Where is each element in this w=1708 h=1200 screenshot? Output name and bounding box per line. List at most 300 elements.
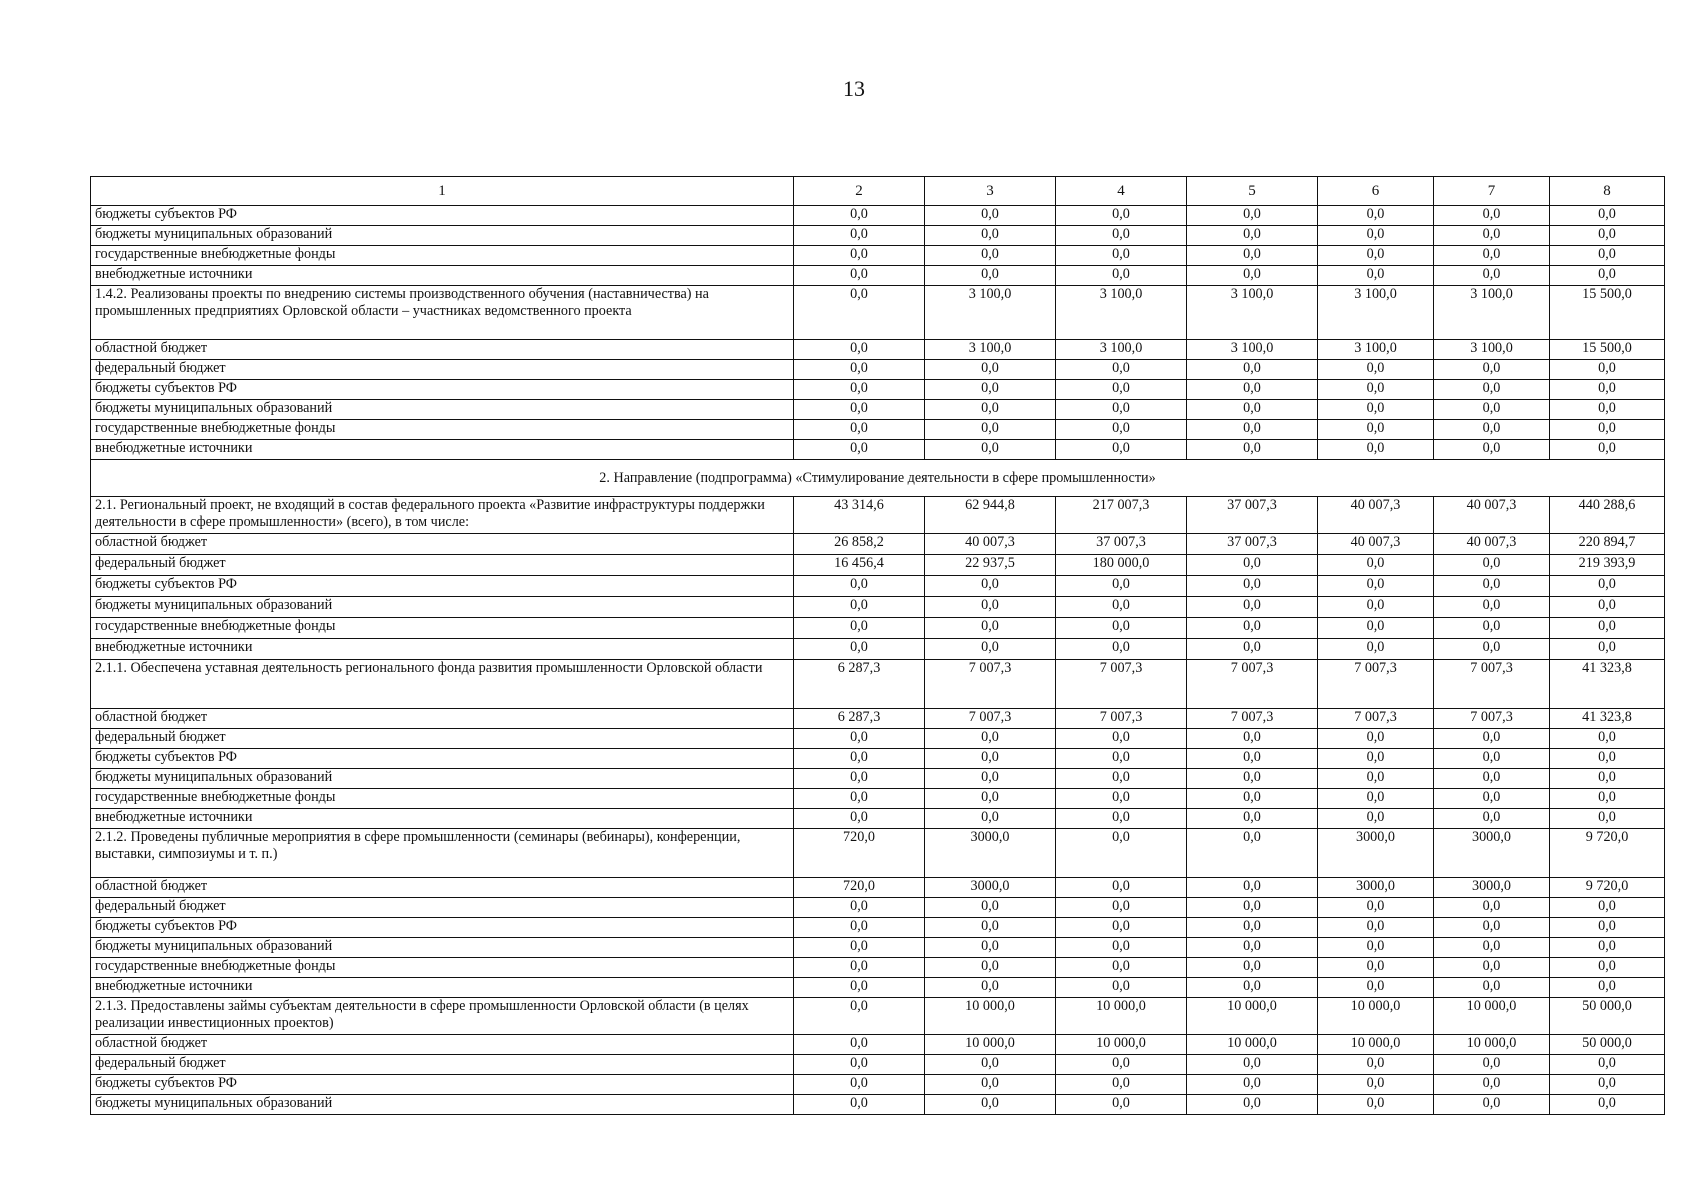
value-cell: 0,0	[794, 1055, 925, 1075]
value-cell: 0,0	[1318, 898, 1434, 918]
value-cell: 0,0	[1187, 958, 1318, 978]
value-cell: 0,0	[1318, 597, 1434, 618]
value-cell: 0,0	[1187, 749, 1318, 769]
value-cell: 10 000,0	[1187, 998, 1318, 1035]
value-cell: 0,0	[1187, 400, 1318, 420]
row-label: областной бюджет	[91, 878, 794, 898]
value-cell: 10 000,0	[1056, 1035, 1187, 1055]
row-label: внебюджетные источники	[91, 639, 794, 660]
row-label: областной бюджет	[91, 709, 794, 729]
value-cell: 7 007,3	[1056, 709, 1187, 729]
value-cell: 0,0	[1318, 440, 1434, 460]
value-cell: 0,0	[794, 789, 925, 809]
value-cell: 0,0	[1318, 749, 1434, 769]
value-cell: 41 323,8	[1550, 709, 1665, 729]
value-cell: 0,0	[1550, 420, 1665, 440]
value-cell: 3 100,0	[1318, 286, 1434, 340]
header-cell: 8	[1550, 177, 1665, 206]
value-cell: 0,0	[925, 639, 1056, 660]
value-cell: 0,0	[1056, 618, 1187, 639]
value-cell: 0,0	[925, 1095, 1056, 1115]
value-cell: 0,0	[1434, 729, 1550, 749]
value-cell: 37 007,3	[1187, 497, 1318, 534]
value-cell: 0,0	[1318, 380, 1434, 400]
value-cell: 0,0	[1056, 958, 1187, 978]
value-cell: 0,0	[1434, 420, 1550, 440]
row-label: бюджеты субъектов РФ	[91, 206, 794, 226]
value-cell: 3 100,0	[1056, 340, 1187, 360]
value-cell: 3 100,0	[925, 286, 1056, 340]
value-cell: 0,0	[1187, 226, 1318, 246]
table-row	[91, 749, 1665, 769]
value-cell: 0,0	[1187, 555, 1318, 576]
value-cell: 0,0	[1434, 618, 1550, 639]
value-cell: 0,0	[1434, 440, 1550, 460]
value-cell: 0,0	[1056, 1055, 1187, 1075]
row-label: бюджеты муниципальных образований	[91, 769, 794, 789]
row-label: внебюджетные источники	[91, 266, 794, 286]
value-cell: 10 000,0	[1187, 1035, 1318, 1055]
value-cell: 0,0	[925, 440, 1056, 460]
value-cell: 0,0	[1318, 360, 1434, 380]
value-cell: 0,0	[794, 1035, 925, 1055]
value-cell: 0,0	[1187, 266, 1318, 286]
value-cell: 0,0	[1056, 440, 1187, 460]
value-cell: 0,0	[1318, 206, 1434, 226]
value-cell: 41 323,8	[1550, 660, 1665, 709]
value-cell: 0,0	[1434, 749, 1550, 769]
value-cell: 0,0	[925, 809, 1056, 829]
value-cell: 0,0	[925, 938, 1056, 958]
table-row	[91, 998, 1665, 1035]
value-cell: 0,0	[1318, 789, 1434, 809]
row-label: бюджеты субъектов РФ	[91, 380, 794, 400]
value-cell: 40 007,3	[1434, 497, 1550, 534]
value-cell: 9 720,0	[1550, 829, 1665, 878]
value-cell: 0,0	[1187, 878, 1318, 898]
row-label: 2.1. Региональный проект, не входящий в состав федерального проекта «Развитие инфраструктуры поддержки деятельности в сфере промышленности» (всего), в том числе:	[91, 497, 794, 534]
header-row	[91, 177, 1665, 206]
table-row	[91, 789, 1665, 809]
section-title: 2. Направление (подпрограмма) «Стимулирование деятельности в сфере промышленности»	[91, 460, 1665, 497]
table-row	[91, 400, 1665, 420]
value-cell: 720,0	[794, 878, 925, 898]
value-cell: 0,0	[1056, 400, 1187, 420]
table-row	[91, 576, 1665, 597]
value-cell: 0,0	[925, 226, 1056, 246]
value-cell: 0,0	[1434, 938, 1550, 958]
value-cell: 7 007,3	[1187, 709, 1318, 729]
value-cell: 0,0	[1550, 597, 1665, 618]
value-cell: 0,0	[925, 420, 1056, 440]
value-cell: 10 000,0	[1434, 1035, 1550, 1055]
value-cell: 0,0	[1434, 918, 1550, 938]
value-cell: 15 500,0	[1550, 286, 1665, 340]
value-cell: 40 007,3	[1318, 497, 1434, 534]
value-cell: 0,0	[1187, 246, 1318, 266]
value-cell: 0,0	[1550, 1075, 1665, 1095]
table-row	[91, 497, 1665, 534]
table-row	[91, 829, 1665, 878]
value-cell: 0,0	[794, 958, 925, 978]
value-cell: 0,0	[1187, 769, 1318, 789]
value-cell: 0,0	[1056, 938, 1187, 958]
value-cell: 0,0	[1056, 206, 1187, 226]
value-cell: 40 007,3	[1318, 534, 1434, 555]
value-cell: 0,0	[1434, 266, 1550, 286]
table-row	[91, 660, 1665, 709]
row-label: государственные внебюджетные фонды	[91, 420, 794, 440]
value-cell: 0,0	[794, 729, 925, 749]
value-cell: 0,0	[1187, 918, 1318, 938]
value-cell: 50 000,0	[1550, 998, 1665, 1035]
value-cell: 0,0	[1550, 789, 1665, 809]
value-cell: 22 937,5	[925, 555, 1056, 576]
value-cell: 0,0	[1187, 829, 1318, 878]
value-cell: 0,0	[1318, 226, 1434, 246]
value-cell: 40 007,3	[925, 534, 1056, 555]
row-label: внебюджетные источники	[91, 440, 794, 460]
value-cell: 0,0	[925, 400, 1056, 420]
row-label: федеральный бюджет	[91, 555, 794, 576]
value-cell: 0,0	[925, 576, 1056, 597]
value-cell: 0,0	[794, 769, 925, 789]
value-cell: 0,0	[794, 360, 925, 380]
row-label: государственные внебюджетные фонды	[91, 958, 794, 978]
header-cell: 7	[1434, 177, 1550, 206]
value-cell: 0,0	[1550, 576, 1665, 597]
value-cell: 3000,0	[925, 829, 1056, 878]
row-label: федеральный бюджет	[91, 1055, 794, 1075]
value-cell: 0,0	[1187, 729, 1318, 749]
value-cell: 3000,0	[1434, 878, 1550, 898]
value-cell: 0,0	[794, 618, 925, 639]
table-row	[91, 380, 1665, 400]
value-cell: 3 100,0	[1187, 340, 1318, 360]
value-cell: 3000,0	[925, 878, 1056, 898]
value-cell: 37 007,3	[1187, 534, 1318, 555]
value-cell: 180 000,0	[1056, 555, 1187, 576]
value-cell: 7 007,3	[925, 660, 1056, 709]
value-cell: 0,0	[925, 618, 1056, 639]
value-cell: 0,0	[925, 749, 1056, 769]
value-cell: 0,0	[1434, 1055, 1550, 1075]
row-label: областной бюджет	[91, 534, 794, 555]
row-label: бюджеты муниципальных образований	[91, 226, 794, 246]
value-cell: 0,0	[1318, 938, 1434, 958]
value-cell: 0,0	[1056, 246, 1187, 266]
value-cell: 0,0	[1187, 789, 1318, 809]
value-cell: 0,0	[1550, 938, 1665, 958]
value-cell: 0,0	[1550, 206, 1665, 226]
table-row	[91, 938, 1665, 958]
value-cell: 0,0	[1434, 400, 1550, 420]
value-cell: 0,0	[794, 918, 925, 938]
value-cell: 0,0	[1056, 360, 1187, 380]
value-cell: 0,0	[1318, 639, 1434, 660]
table-row	[91, 360, 1665, 380]
value-cell: 3 100,0	[925, 340, 1056, 360]
value-cell: 3 100,0	[1187, 286, 1318, 340]
value-cell: 7 007,3	[925, 709, 1056, 729]
value-cell: 0,0	[1187, 360, 1318, 380]
value-cell: 0,0	[1434, 226, 1550, 246]
value-cell: 0,0	[925, 380, 1056, 400]
row-label: 2.1.2. Проведены публичные мероприятия в сфере промышленности (семинары (вебинары), конференции, выставки, симпозиумы и т. п.)	[91, 829, 794, 878]
value-cell: 0,0	[1187, 380, 1318, 400]
value-cell: 0,0	[1434, 555, 1550, 576]
table-row	[91, 878, 1665, 898]
value-cell: 0,0	[925, 898, 1056, 918]
value-cell: 0,0	[1318, 618, 1434, 639]
value-cell: 0,0	[1318, 1095, 1434, 1115]
header-cell: 3	[925, 177, 1056, 206]
value-cell: 0,0	[1550, 918, 1665, 938]
value-cell: 0,0	[1187, 597, 1318, 618]
value-cell: 0,0	[925, 1055, 1056, 1075]
row-label: государственные внебюджетные фонды	[91, 246, 794, 266]
value-cell: 10 000,0	[1434, 998, 1550, 1035]
value-cell: 0,0	[1550, 360, 1665, 380]
value-cell: 0,0	[794, 1095, 925, 1115]
value-cell: 0,0	[1434, 978, 1550, 998]
value-cell: 0,0	[925, 918, 1056, 938]
value-cell: 3 100,0	[1318, 340, 1434, 360]
value-cell: 0,0	[1318, 246, 1434, 266]
row-label: 1.4.2. Реализованы проекты по внедрению системы производственного обучения (наставничества) на промышленных предприятиях Орловской области – участниках ведомственного проекта	[91, 286, 794, 340]
row-label: внебюджетные источники	[91, 978, 794, 998]
value-cell: 3 100,0	[1434, 286, 1550, 340]
row-label: бюджеты субъектов РФ	[91, 749, 794, 769]
value-cell: 16 456,4	[794, 555, 925, 576]
value-cell: 0,0	[1550, 729, 1665, 749]
value-cell: 0,0	[1318, 1055, 1434, 1075]
section-row	[91, 460, 1665, 497]
value-cell: 0,0	[925, 789, 1056, 809]
value-cell: 7 007,3	[1318, 709, 1434, 729]
value-cell: 0,0	[1550, 1055, 1665, 1075]
value-cell: 0,0	[1056, 878, 1187, 898]
table-row	[91, 597, 1665, 618]
row-label: федеральный бюджет	[91, 898, 794, 918]
table-row	[91, 709, 1665, 729]
table-row	[91, 206, 1665, 226]
value-cell: 6 287,3	[794, 660, 925, 709]
value-cell: 37 007,3	[1056, 534, 1187, 555]
value-cell: 0,0	[1550, 266, 1665, 286]
table-row	[91, 978, 1665, 998]
row-label: областной бюджет	[91, 1035, 794, 1055]
value-cell: 0,0	[1056, 829, 1187, 878]
table-row	[91, 809, 1665, 829]
row-label: внебюджетные источники	[91, 809, 794, 829]
value-cell: 0,0	[794, 978, 925, 998]
table-row	[91, 639, 1665, 660]
row-label: областной бюджет	[91, 340, 794, 360]
value-cell: 40 007,3	[1434, 534, 1550, 555]
value-cell: 0,0	[1318, 978, 1434, 998]
row-label: бюджеты субъектов РФ	[91, 918, 794, 938]
value-cell: 0,0	[1434, 789, 1550, 809]
value-cell: 0,0	[1434, 639, 1550, 660]
table-row	[91, 286, 1665, 340]
value-cell: 7 007,3	[1187, 660, 1318, 709]
value-cell: 0,0	[1056, 639, 1187, 660]
value-cell: 0,0	[1318, 576, 1434, 597]
value-cell: 0,0	[794, 266, 925, 286]
value-cell: 0,0	[1550, 639, 1665, 660]
value-cell: 0,0	[1056, 380, 1187, 400]
value-cell: 0,0	[1187, 1095, 1318, 1115]
value-cell: 0,0	[1434, 360, 1550, 380]
value-cell: 0,0	[1434, 1075, 1550, 1095]
row-label: 2.1.3. Предоставлены займы субъектам деятельности в сфере промышленности Орловской области (в целях реализации инвестиционных проектов)	[91, 998, 794, 1035]
value-cell: 0,0	[925, 597, 1056, 618]
value-cell: 0,0	[1056, 978, 1187, 998]
value-cell: 0,0	[1550, 898, 1665, 918]
value-cell: 0,0	[1318, 918, 1434, 938]
value-cell: 0,0	[794, 809, 925, 829]
value-cell: 7 007,3	[1056, 660, 1187, 709]
value-cell: 0,0	[794, 898, 925, 918]
value-cell: 0,0	[1056, 1095, 1187, 1115]
row-label: федеральный бюджет	[91, 729, 794, 749]
header-cell: 4	[1056, 177, 1187, 206]
value-cell: 0,0	[1434, 809, 1550, 829]
value-cell: 3 100,0	[1056, 286, 1187, 340]
value-cell: 7 007,3	[1318, 660, 1434, 709]
table-body	[91, 177, 1665, 1115]
value-cell: 0,0	[1434, 576, 1550, 597]
value-cell: 0,0	[1056, 226, 1187, 246]
value-cell: 0,0	[794, 340, 925, 360]
row-label: бюджеты муниципальных образований	[91, 400, 794, 420]
value-cell: 0,0	[1434, 898, 1550, 918]
value-cell: 43 314,6	[794, 497, 925, 534]
value-cell: 0,0	[1318, 958, 1434, 978]
value-cell: 3000,0	[1318, 878, 1434, 898]
value-cell: 0,0	[794, 938, 925, 958]
table-row	[91, 958, 1665, 978]
value-cell: 0,0	[1550, 749, 1665, 769]
table-row	[91, 898, 1665, 918]
value-cell: 10 000,0	[1318, 998, 1434, 1035]
row-label: федеральный бюджет	[91, 360, 794, 380]
value-cell: 0,0	[794, 400, 925, 420]
value-cell: 0,0	[794, 286, 925, 340]
page-number: 13	[843, 76, 865, 101]
value-cell: 0,0	[925, 978, 1056, 998]
value-cell: 720,0	[794, 829, 925, 878]
value-cell: 0,0	[1550, 809, 1665, 829]
header-cell: 1	[91, 177, 794, 206]
table-row	[91, 1075, 1665, 1095]
value-cell: 62 944,8	[925, 497, 1056, 534]
value-cell: 0,0	[1056, 809, 1187, 829]
value-cell: 0,0	[925, 206, 1056, 226]
value-cell: 0,0	[1550, 246, 1665, 266]
value-cell: 50 000,0	[1550, 1035, 1665, 1055]
value-cell: 0,0	[1434, 246, 1550, 266]
value-cell: 0,0	[1187, 809, 1318, 829]
table-row	[91, 226, 1665, 246]
row-label: бюджеты субъектов РФ	[91, 1075, 794, 1095]
value-cell: 3 100,0	[1434, 340, 1550, 360]
value-cell: 3000,0	[1318, 829, 1434, 878]
value-cell: 3000,0	[1434, 829, 1550, 878]
row-label: бюджеты муниципальных образований	[91, 938, 794, 958]
value-cell: 0,0	[1056, 789, 1187, 809]
value-cell: 0,0	[1434, 597, 1550, 618]
header-cell: 2	[794, 177, 925, 206]
value-cell: 0,0	[1318, 420, 1434, 440]
value-cell: 0,0	[925, 1075, 1056, 1095]
value-cell: 0,0	[1318, 266, 1434, 286]
value-cell: 0,0	[794, 998, 925, 1035]
value-cell: 0,0	[794, 420, 925, 440]
value-cell: 0,0	[1056, 1075, 1187, 1095]
table-row	[91, 729, 1665, 749]
value-cell: 0,0	[1318, 729, 1434, 749]
value-cell: 0,0	[1550, 440, 1665, 460]
value-cell: 0,0	[1318, 809, 1434, 829]
value-cell: 0,0	[1056, 918, 1187, 938]
value-cell: 0,0	[794, 597, 925, 618]
value-cell: 219 393,9	[1550, 555, 1665, 576]
table-row	[91, 1095, 1665, 1115]
value-cell: 0,0	[1187, 1075, 1318, 1095]
value-cell: 0,0	[1318, 1075, 1434, 1095]
value-cell: 0,0	[925, 246, 1056, 266]
value-cell: 0,0	[794, 226, 925, 246]
row-label: 2.1.1. Обеспечена уставная деятельность регионального фонда развития промышленности Орловской области	[91, 660, 794, 709]
row-label: бюджеты муниципальных образований	[91, 597, 794, 618]
value-cell: 220 894,7	[1550, 534, 1665, 555]
value-cell: 0,0	[1550, 380, 1665, 400]
value-cell: 0,0	[1056, 729, 1187, 749]
value-cell: 0,0	[794, 749, 925, 769]
value-cell: 0,0	[1434, 380, 1550, 400]
header-cell: 5	[1187, 177, 1318, 206]
value-cell: 0,0	[1187, 938, 1318, 958]
value-cell: 440 288,6	[1550, 497, 1665, 534]
table-row	[91, 618, 1665, 639]
table-row	[91, 555, 1665, 576]
value-cell: 0,0	[1550, 769, 1665, 789]
header-cell: 6	[1318, 177, 1434, 206]
value-cell: 0,0	[1056, 266, 1187, 286]
value-cell: 217 007,3	[1056, 497, 1187, 534]
value-cell: 0,0	[1550, 400, 1665, 420]
value-cell: 0,0	[794, 440, 925, 460]
value-cell: 15 500,0	[1550, 340, 1665, 360]
value-cell: 0,0	[1187, 898, 1318, 918]
table-row	[91, 1035, 1665, 1055]
table-row	[91, 534, 1665, 555]
value-cell: 0,0	[1318, 400, 1434, 420]
value-cell: 0,0	[1056, 576, 1187, 597]
value-cell: 0,0	[1187, 1055, 1318, 1075]
table-row	[91, 340, 1665, 360]
value-cell: 26 858,2	[794, 534, 925, 555]
table-row	[91, 1055, 1665, 1075]
value-cell: 0,0	[1056, 597, 1187, 618]
value-cell: 0,0	[794, 206, 925, 226]
value-cell: 10 000,0	[1318, 1035, 1434, 1055]
value-cell: 0,0	[1550, 978, 1665, 998]
value-cell: 0,0	[1434, 206, 1550, 226]
budget-table	[90, 176, 1665, 1115]
